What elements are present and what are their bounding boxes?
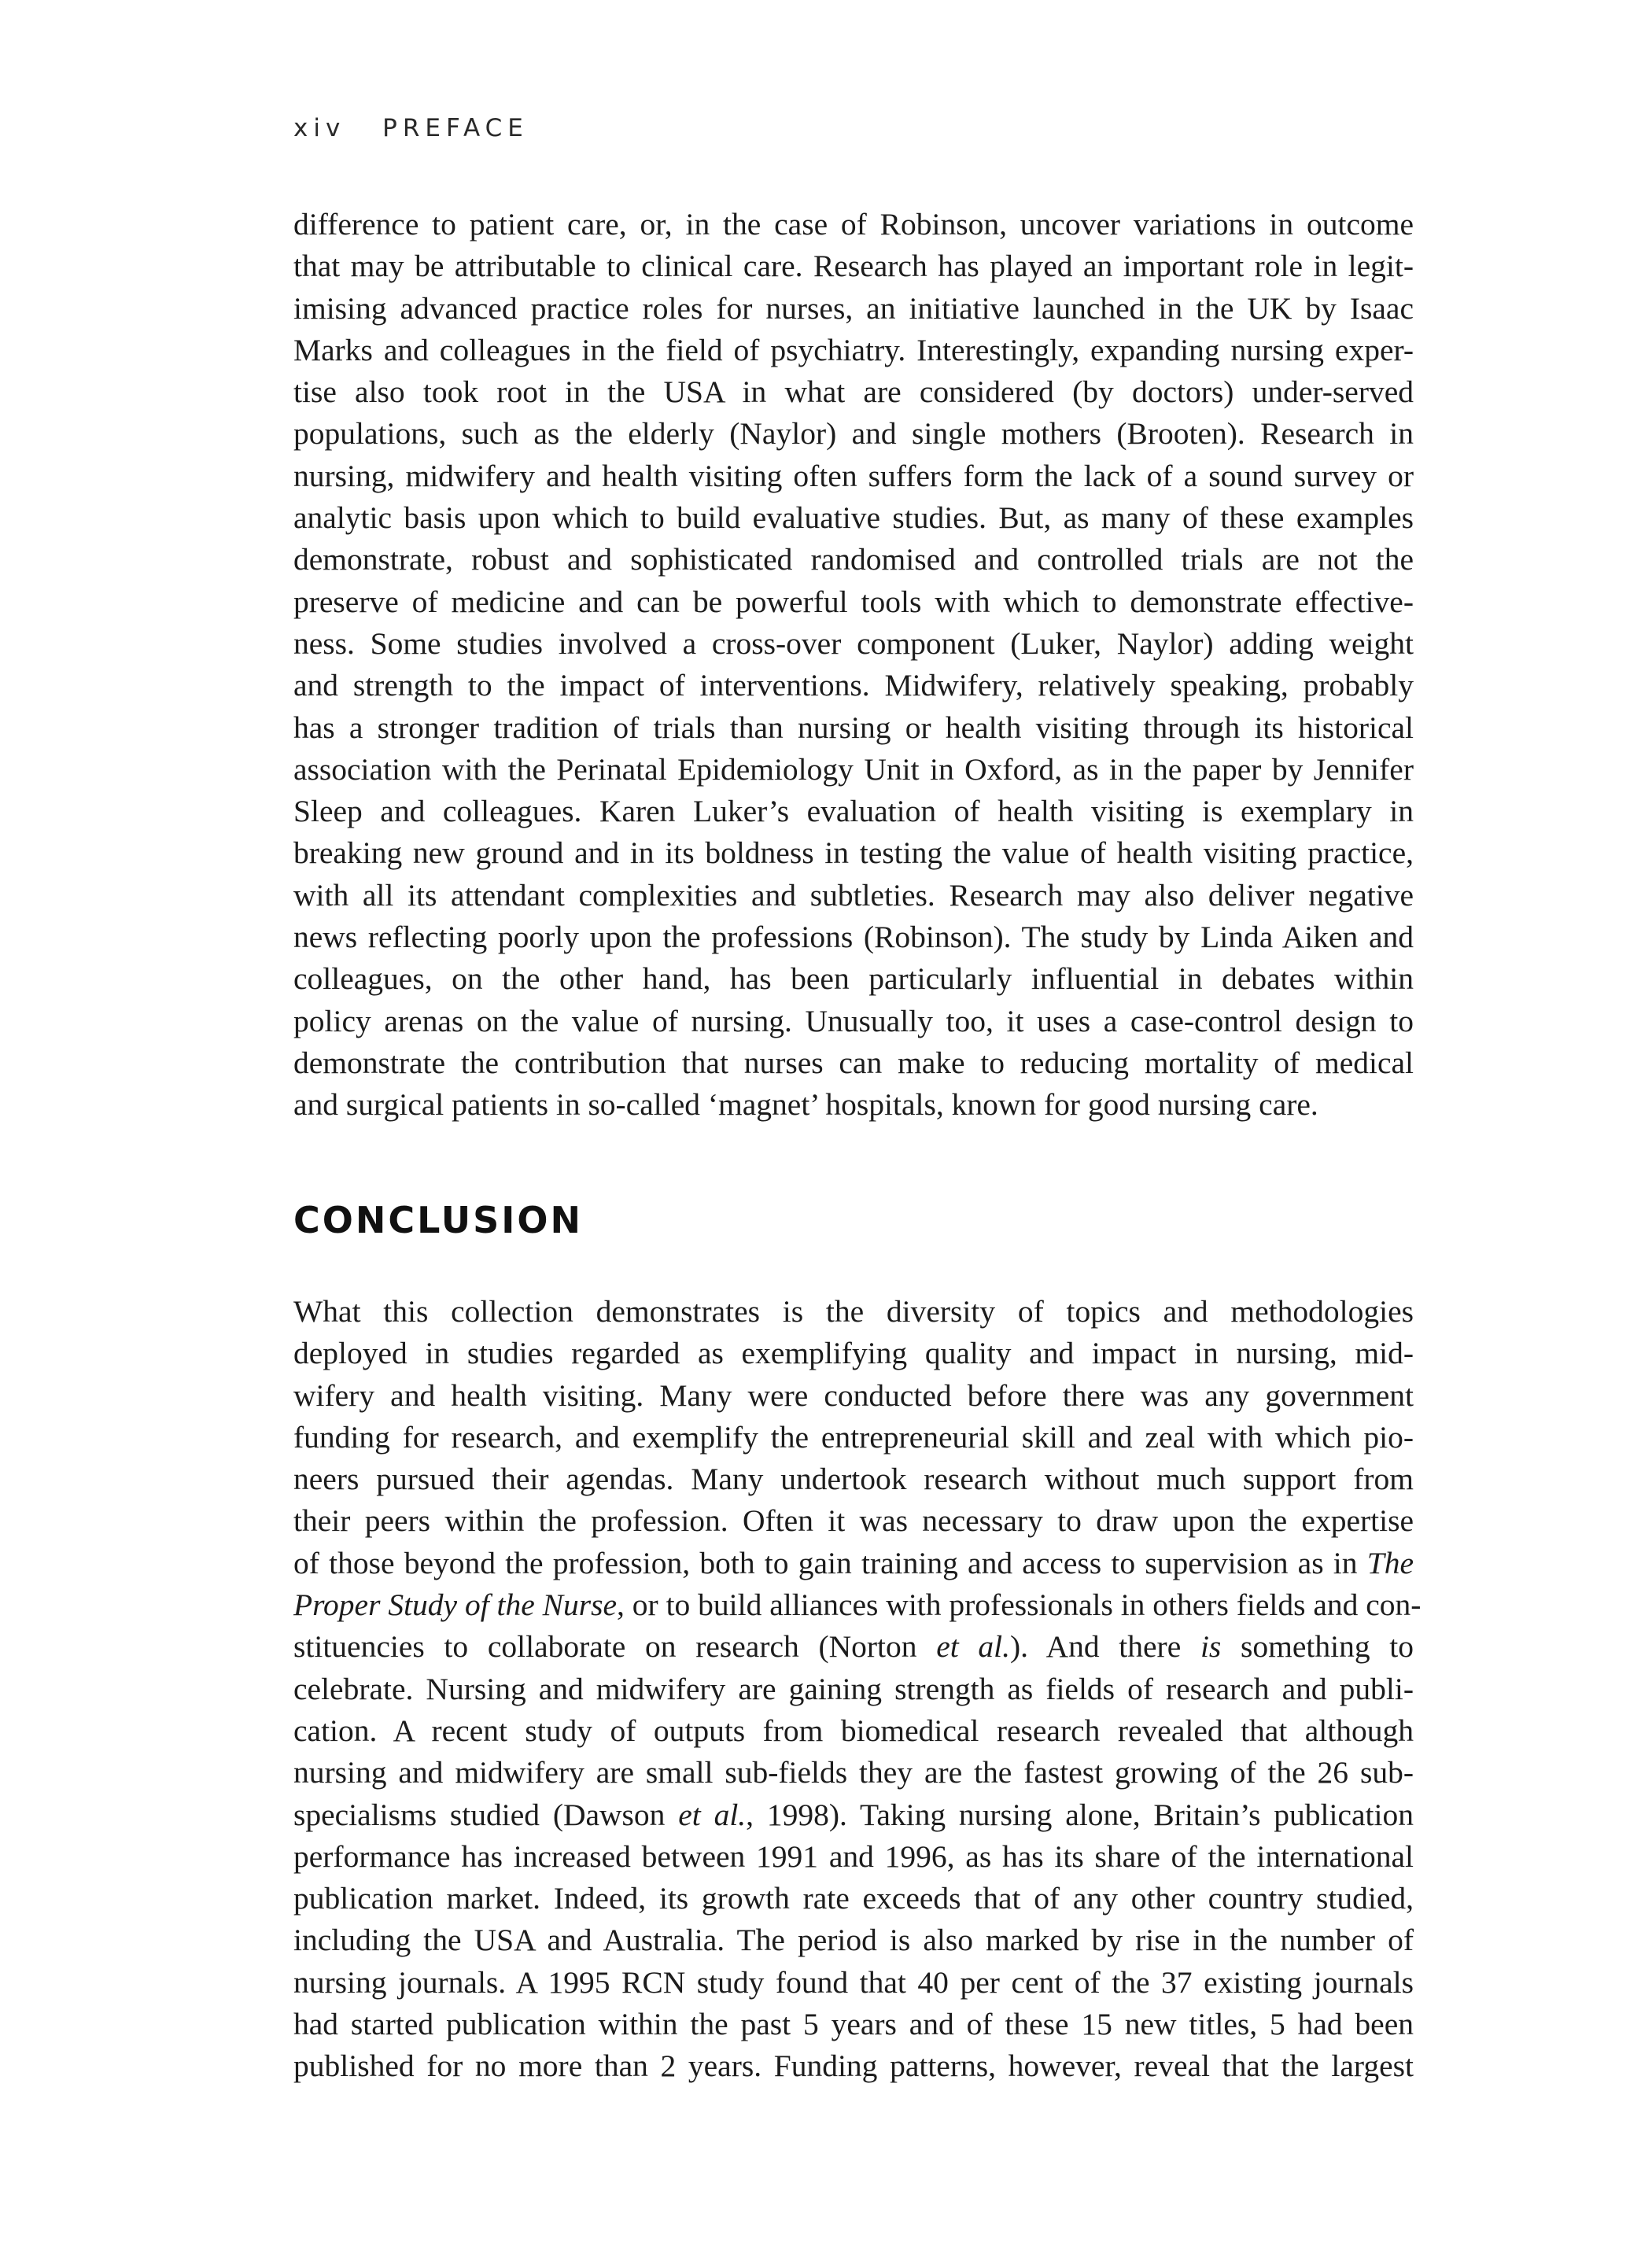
text-line: nursing journals. A 1995 RCN study found that 40 per cent of the 37 existing journals	[293, 1964, 1414, 2000]
text-run: of those beyond the profession, both to gain training and access to supervision as in	[293, 1545, 1358, 1580]
text-line: nursing and midwifery are small sub-fields they are the fastest growing of the 26 sub-	[293, 1755, 1414, 1790]
text-line: performance has increased between 1991 and 1996, as has its share of the international	[293, 1838, 1414, 1874]
running-head	[293, 114, 529, 142]
text-line	[293, 1584, 1422, 1626]
text-line: deployed in studies regarded as exemplifying quality and impact in nursing, mid-	[293, 1336, 1414, 1371]
text-line: and strength to the impact of interventions. Midwifery, relatively speaking, probably	[293, 668, 1414, 703]
text-line: Sleep and colleagues. Karen Luker’s evaluation of health visiting is exemplary in	[293, 794, 1414, 829]
text-line: ness. Some studies involved a cross-over component (Luker, Naylor) adding weight	[293, 625, 1414, 661]
page-number: xiv	[293, 114, 346, 142]
body-paragraph-conclusion	[293, 1291, 1422, 2088]
section-heading-conclusion: CONCLUSION	[293, 1199, 583, 1241]
text-line: colleagues, on the other hand, has been particularly influential in debates within	[293, 961, 1414, 997]
book-title-italic: Proper Study of the Nurse	[293, 1587, 618, 1623]
text-line: their peers within the profession. Often it was necessary to draw upon the expertise	[293, 1503, 1414, 1539]
text-line: policy arenas on the value of nursing. Unusually too, it uses a case-control design to	[293, 1003, 1414, 1038]
text-line: cation. A recent study of outputs from biomedical research revealed that although	[293, 1713, 1414, 1748]
text-run: stituencies to collaborate on research (Norton	[293, 1629, 917, 1665]
running-head-title: PREFACE	[382, 114, 529, 142]
text-line: preserve of medicine and can be powerful tools with which to demonstrate effective-	[293, 584, 1414, 619]
citation-italic: et al.	[936, 1629, 1011, 1665]
text-line: funding for research, and exemplify the entrepreneurial skill and zeal with which pio-	[293, 1419, 1414, 1455]
text-line: What this collection demonstrates is the diversity of topics and methodologies	[293, 1294, 1414, 1329]
text-line	[293, 1626, 1414, 1668]
text-run: , or to build alliances with professionals in others fields and con-	[617, 1587, 1422, 1623]
text-line	[293, 1543, 1414, 1584]
text-line: wifery and health visiting. Many were conducted before there was any government	[293, 1377, 1414, 1413]
text-line: publication market. Indeed, its growth rate exceeds that of any other country studied,	[293, 1881, 1414, 1916]
text-line: analytic basis upon which to build evaluative studies. But, as many of these examples	[293, 500, 1414, 536]
text-run: ). And there	[1010, 1629, 1182, 1665]
emphasis-italic: is	[1200, 1629, 1222, 1665]
text-line	[293, 1794, 1414, 1836]
text-line: imising advanced practice roles for nurses, an initiative launched in the UK by Isaac	[293, 290, 1414, 326]
text-run: specialisms studied (Dawson	[293, 1797, 666, 1832]
text-line: populations, such as the elderly (Naylor) and single mothers (Brooten). Research in	[293, 416, 1414, 452]
text-line: breaking new ground and in its boldness in testing the value of health visiting practice,	[293, 835, 1414, 871]
text-line: celebrate. Nursing and midwifery are gaining strength as fields of research and publi-	[293, 1671, 1414, 1706]
text-line: nursing, midwifery and health visiting often suffers form the lack of a sound survey or	[293, 458, 1414, 493]
text-line: Marks and colleagues in the field of psychiatry. Interestingly, expanding nursing exper-	[293, 332, 1414, 367]
text-line: neers pursued their agendas. Many undertook research without much support from	[293, 1462, 1414, 1497]
book-title-italic: The	[1366, 1545, 1414, 1580]
text-line: and surgical patients in so-called ‘magnet’ hospitals, known for good nursing care.	[293, 1087, 1318, 1123]
text-line: has a stronger tradition of trials than nursing or health visiting through its historical	[293, 710, 1414, 745]
text-line: that may be attributable to clinical care. Research has played an important role in legit-	[293, 249, 1414, 284]
text-run: , 1998). Taking nursing alone, Britain’s publication	[746, 1797, 1414, 1832]
text-line: demonstrate the contribution that nurses can make to reducing mortality of medical	[293, 1045, 1414, 1080]
text-line: demonstrate, robust and sophisticated randomised and controlled trials are not the	[293, 542, 1414, 577]
text-line: had started publication within the past 5 years and of these 15 new titles, 5 had been	[293, 2007, 1414, 2042]
text-run: something to	[1241, 1629, 1414, 1665]
citation-italic: et al.	[678, 1797, 747, 1832]
text-line: tise also took root in the USA in what are considered (by doctors) under-served	[293, 374, 1414, 410]
text-line: including the USA and Australia. The period is also marked by rise in the number of	[293, 1923, 1414, 1958]
text-line: association with the Perinatal Epidemiology Unit in Oxford, as in the paper by Jennifer	[293, 751, 1414, 787]
text-line: news reflecting poorly upon the professions (Robinson). The study by Linda Aiken and	[293, 920, 1414, 955]
text-line: difference to patient care, or, in the case of Robinson, uncover variations in outcome	[293, 207, 1414, 242]
text-line: with all its attendant complexities and subtleties. Research may also deliver negative	[293, 877, 1414, 913]
body-paragraph-top	[293, 204, 1414, 1127]
text-line: published for no more than 2 years. Funding patterns, however, reveal that the largest	[293, 2048, 1414, 2084]
